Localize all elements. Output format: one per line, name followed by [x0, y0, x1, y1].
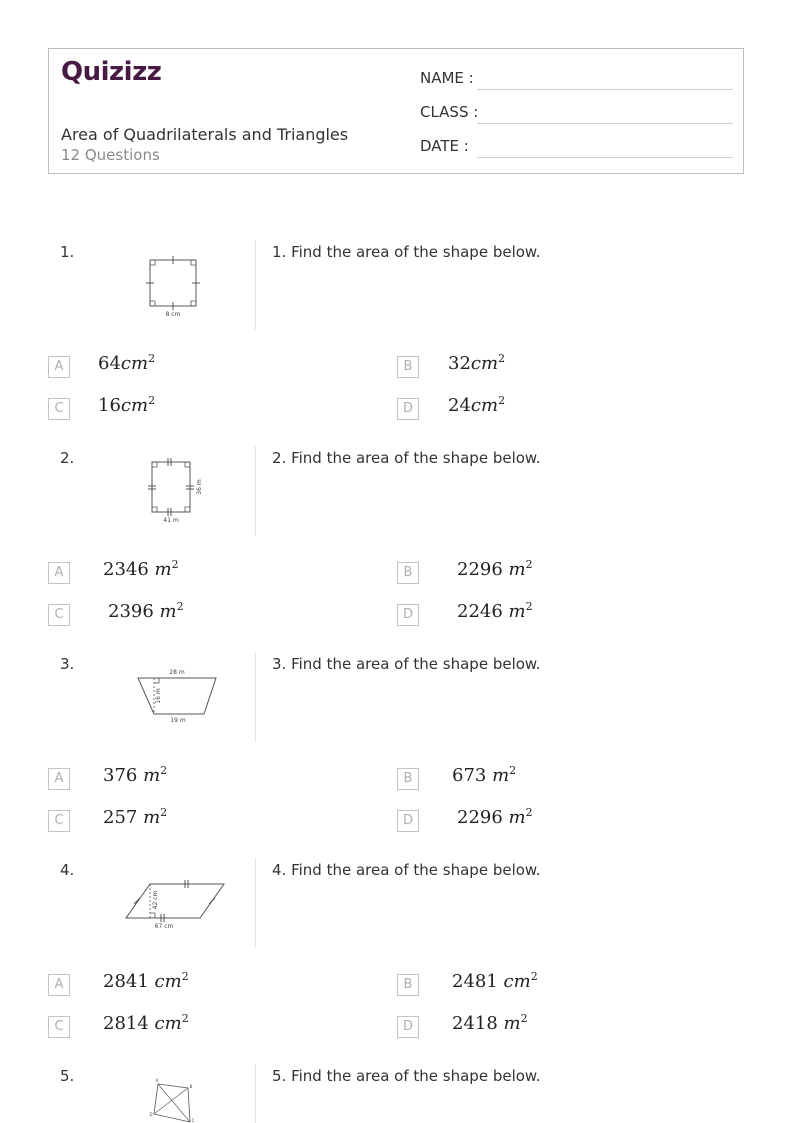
height-label: 16 m: [155, 688, 162, 704]
name-label: NAME :: [420, 69, 474, 87]
question-number: 1.: [60, 243, 75, 261]
question-divider: [255, 1064, 256, 1123]
option-b-box[interactable]: B: [397, 974, 419, 996]
option-a-box[interactable]: A: [48, 562, 70, 584]
option-d-value[interactable]: 2296 $m^2$: [457, 806, 533, 828]
question-divider: [255, 240, 256, 330]
option-c-value[interactable]: 2396 $m^2$: [108, 600, 184, 622]
parallelogram-figure: [110, 858, 240, 948]
question-text: 3. Find the area of the shape below.: [272, 655, 541, 673]
bottom-base-label: 19 m: [170, 717, 186, 724]
question-text: 4. Find the area of the shape below.: [272, 861, 541, 879]
option-a-box[interactable]: A: [48, 768, 70, 790]
question-number: 3.: [60, 655, 75, 673]
option-a-box[interactable]: A: [48, 356, 70, 378]
date-label: DATE :: [420, 137, 469, 155]
option-d-box[interactable]: D: [397, 810, 419, 832]
option-b-value[interactable]: 2481 $cm^2$: [452, 970, 538, 992]
option-a-value[interactable]: 2346 $m^2$: [103, 558, 179, 580]
vertex-b-label: B: [189, 1084, 193, 1089]
square-figure: [110, 240, 240, 330]
class-label: CLASS :: [420, 103, 479, 121]
option-d-box[interactable]: D: [397, 398, 419, 420]
option-a-value[interactable]: 2841 $cm^2$: [103, 970, 189, 992]
name-field[interactable]: [477, 89, 733, 90]
worksheet-header: [48, 48, 744, 174]
height-label: 36 m: [196, 479, 203, 495]
question-divider: [255, 652, 256, 742]
class-field[interactable]: [477, 123, 733, 124]
question-text: 2. Find the area of the shape below.: [272, 449, 541, 467]
base-label: 67 cm: [154, 923, 174, 930]
top-base-label: 28 m: [169, 669, 185, 676]
quizizz-logo: Quizizz: [61, 57, 162, 87]
option-b-value[interactable]: 2296 $m^2$: [457, 558, 533, 580]
question-number: 5.: [60, 1067, 75, 1085]
option-c-box[interactable]: C: [48, 604, 70, 626]
rectangle-figure: [110, 446, 240, 536]
question-divider: [255, 446, 256, 536]
vertex-c-label: C: [191, 1118, 195, 1123]
quadrilateral-figure: [110, 1064, 240, 1123]
option-a-box[interactable]: A: [48, 974, 70, 996]
trapezoid-figure: [110, 652, 240, 742]
option-d-value[interactable]: $24cm^2$: [448, 394, 506, 416]
option-d-value[interactable]: 2418 $m^2$: [452, 1012, 528, 1034]
option-c-value[interactable]: 257 $m^2$: [103, 806, 168, 828]
date-field[interactable]: [477, 157, 733, 158]
option-b-box[interactable]: B: [397, 768, 419, 790]
question-text: 1. Find the area of the shape below.: [272, 243, 541, 261]
side-label: 8 cm: [165, 311, 181, 318]
option-c-value[interactable]: $16cm^2$: [98, 394, 156, 416]
option-a-value[interactable]: $64cm^2$: [98, 352, 156, 374]
option-b-box[interactable]: B: [397, 356, 419, 378]
option-b-value[interactable]: 673 $m^2$: [452, 764, 517, 786]
question-divider: [255, 858, 256, 948]
option-c-box[interactable]: C: [48, 398, 70, 420]
question-count: 12 Questions: [61, 146, 160, 164]
question-text: 5. Find the area of the shape below.: [272, 1067, 541, 1085]
option-c-value[interactable]: 2814 $cm^2$: [103, 1012, 189, 1034]
option-c-box[interactable]: C: [48, 810, 70, 832]
vertex-d-label: D: [149, 1112, 153, 1117]
option-a-value[interactable]: 376 $m^2$: [103, 764, 168, 786]
option-d-value[interactable]: 2246 $m^2$: [457, 600, 533, 622]
height-label: 42 cm: [152, 890, 159, 910]
worksheet-title: Area of Quadrilaterals and Triangles: [61, 125, 349, 144]
vertex-a-label: A: [155, 1078, 159, 1083]
question-number: 2.: [60, 449, 75, 467]
option-b-value[interactable]: $32cm^2$: [448, 352, 506, 374]
question-number: 4.: [60, 861, 75, 879]
option-c-box[interactable]: C: [48, 1016, 70, 1038]
width-label: 41 m: [163, 517, 179, 524]
option-d-box[interactable]: D: [397, 1016, 419, 1038]
option-b-box[interactable]: B: [397, 562, 419, 584]
option-d-box[interactable]: D: [397, 604, 419, 626]
